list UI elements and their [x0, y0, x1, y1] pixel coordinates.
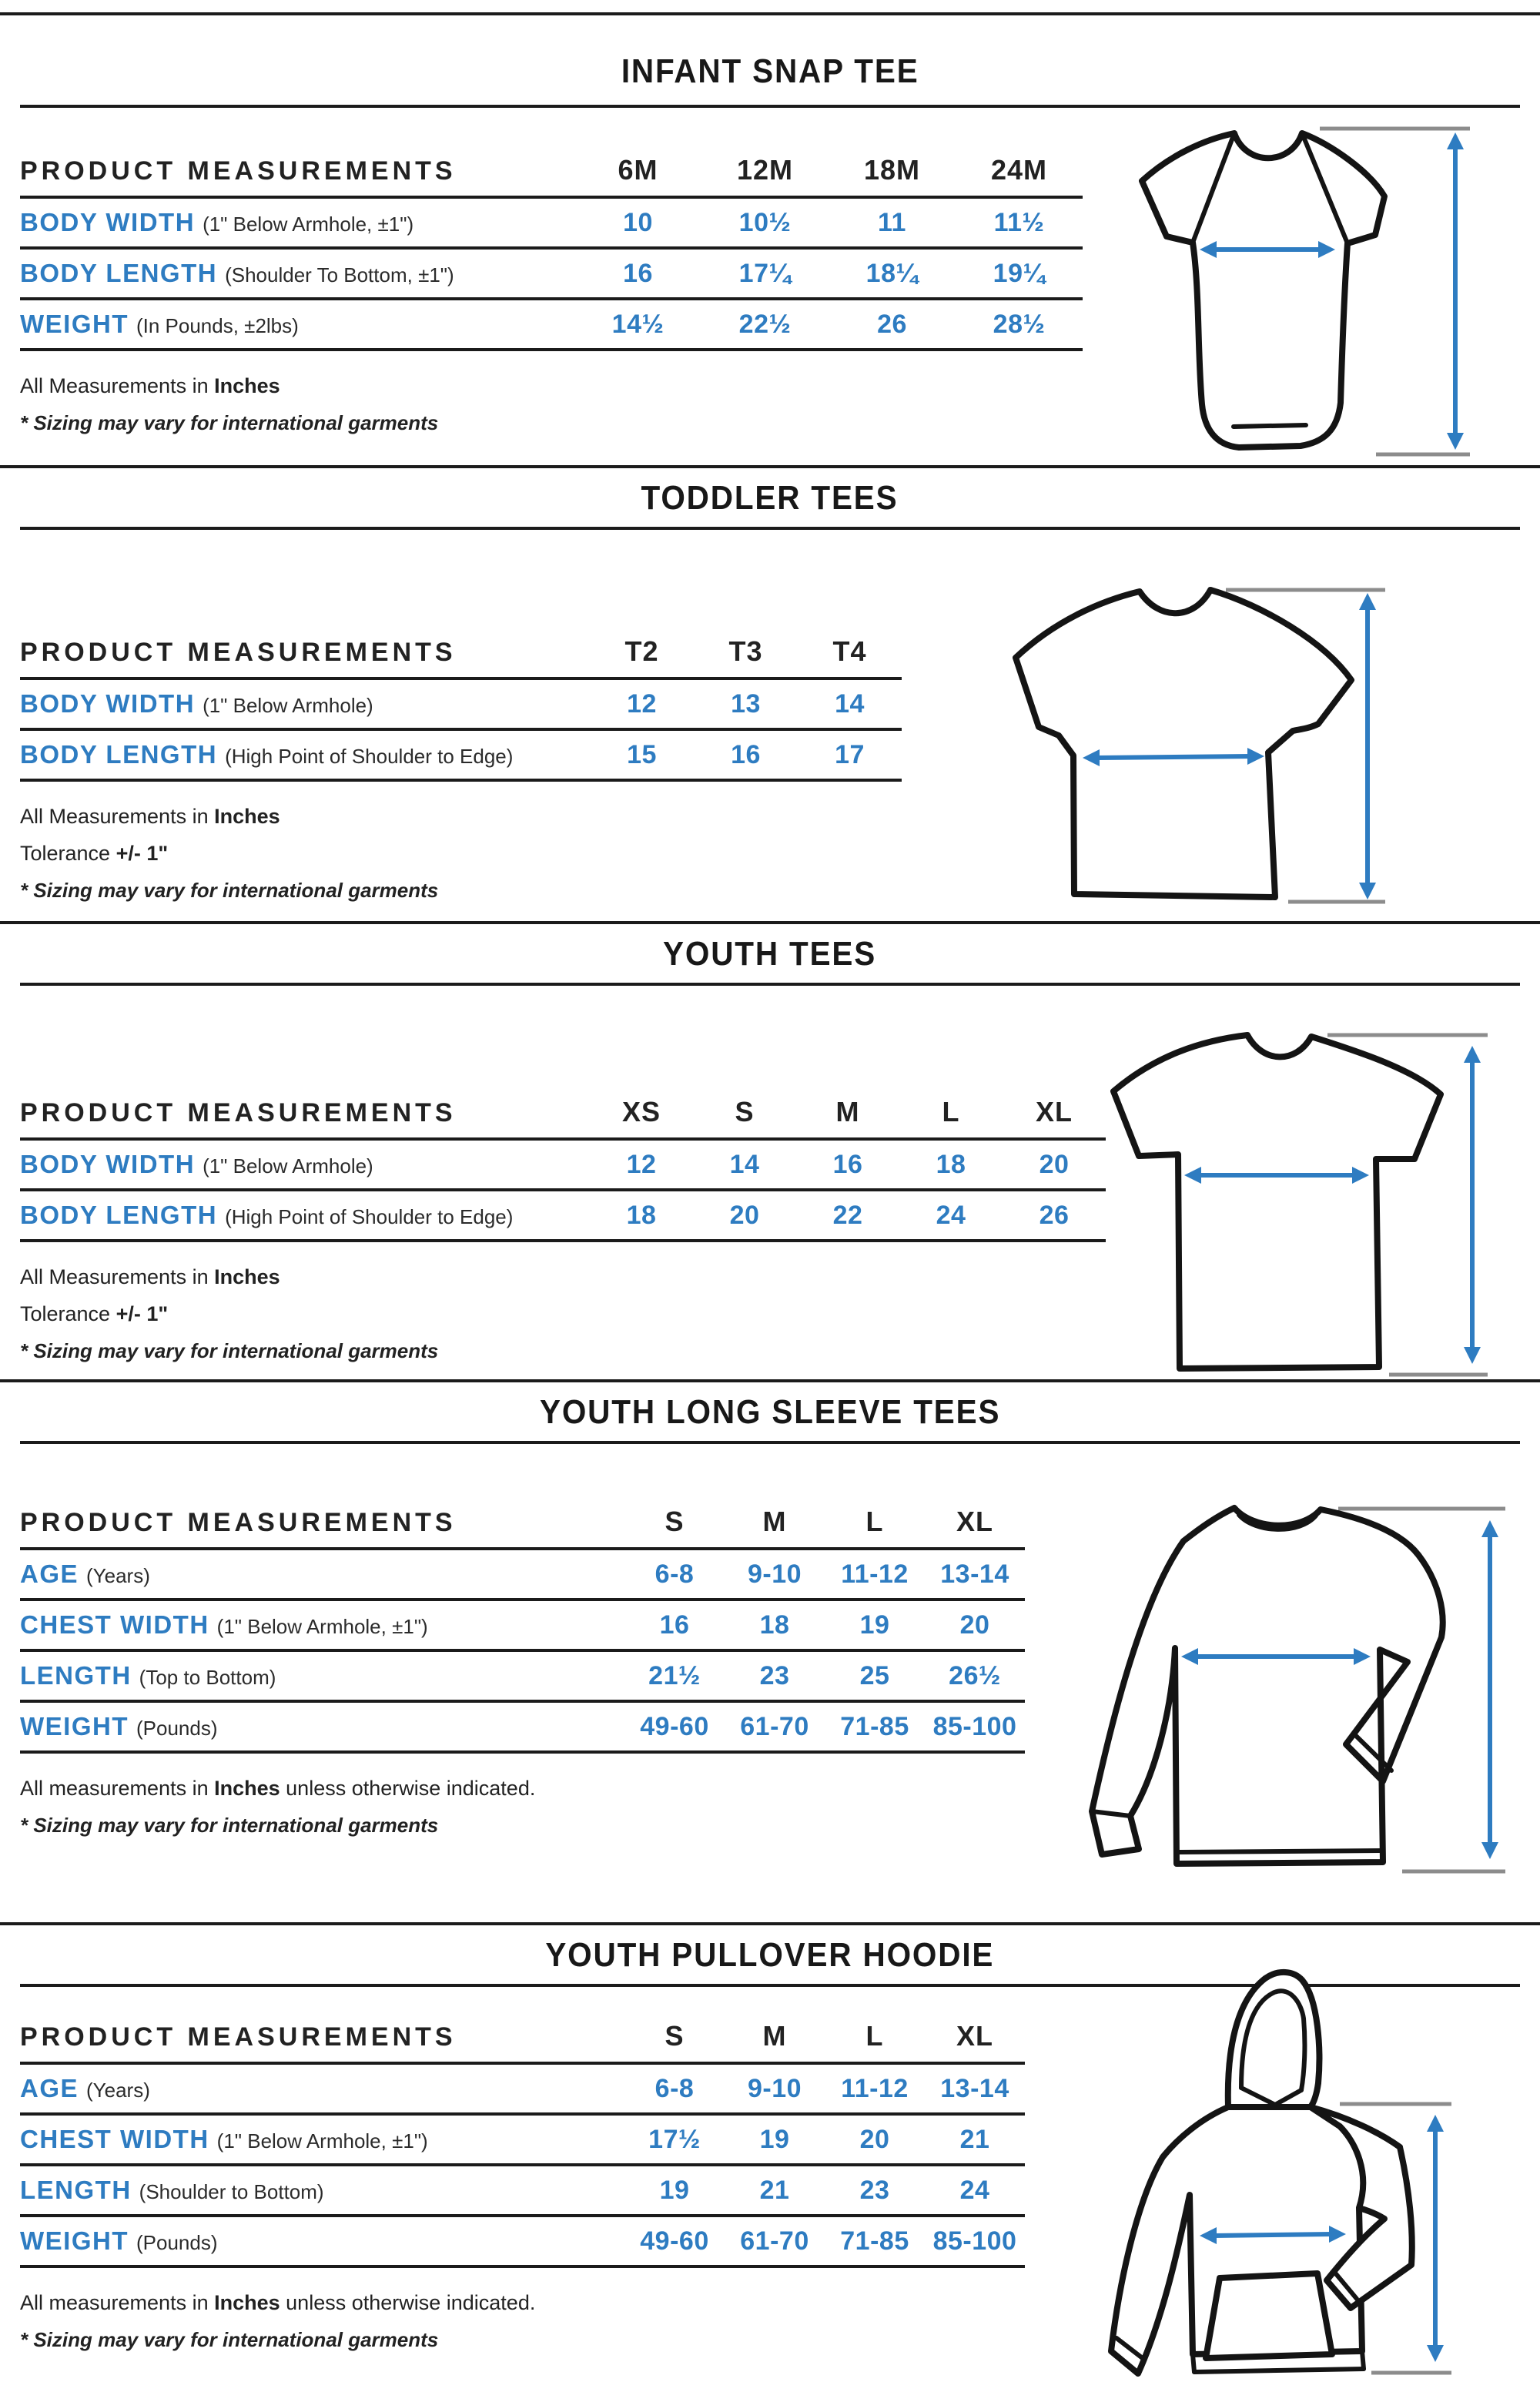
- section-body: [20, 108, 1520, 435]
- measurement-value: 16: [731, 739, 761, 769]
- measurement-value: 11½: [993, 207, 1045, 237]
- measurement-value: 11: [878, 207, 906, 237]
- row-note: (1" Below Armhole, ±1"): [216, 2129, 428, 2153]
- footnotes: [20, 805, 1520, 903]
- table-area: [20, 1987, 1520, 2352]
- table-header: PRODUCT MEASUREMENTS: [20, 1508, 457, 1537]
- footnote-measurements: All measurements in Inches unless otherwise indicated.: [20, 1777, 536, 1800]
- row-note: (1" Below Armhole, ±1"): [216, 1615, 428, 1638]
- row-note: (High Point of Shoulder to Edge): [225, 1205, 514, 1228]
- section-body: [20, 986, 1520, 1363]
- table-row: [20, 250, 1083, 300]
- measurement-value: 15: [627, 739, 657, 769]
- measurement-value: 6-8: [654, 2073, 695, 2103]
- size-header: 6M: [618, 154, 658, 186]
- table-row: [20, 680, 902, 731]
- section-title-text: INFANT SNAP TEE: [621, 52, 919, 90]
- measurement-value: 25: [859, 1660, 890, 1690]
- size-header: M: [835, 1096, 860, 1127]
- hem-inner-line: [1179, 1851, 1381, 1852]
- row-label: WEIGHT: [20, 1712, 129, 1740]
- table-header-row: [20, 154, 1083, 199]
- measurement-value: 61-70: [740, 2226, 809, 2256]
- footnote-sizing: * Sizing may vary for international garments: [20, 2328, 439, 2351]
- measurement-value: 20: [1039, 1149, 1070, 1179]
- section-title-text: TODDLER TEES: [641, 479, 899, 517]
- measurement-value: 18¼: [865, 258, 919, 288]
- measurement-value: 9-10: [747, 2073, 802, 2103]
- measurement-value: 12: [626, 1149, 657, 1179]
- table-row: [20, 2217, 1025, 2268]
- section-youth-long-sleeve-tees: [0, 1379, 1540, 1922]
- row-label: BODY WIDTH: [20, 1150, 196, 1178]
- size-header: XL: [956, 2020, 993, 2052]
- section-title: [20, 924, 1520, 983]
- measurement-value: 10½: [738, 207, 792, 237]
- section-title: [20, 1382, 1520, 1441]
- measurement-value: 24: [959, 2175, 990, 2205]
- measurement-value: 26: [1039, 1200, 1070, 1230]
- table-header-row: [20, 635, 902, 680]
- row-note: (Top to Bottom): [139, 1666, 276, 1689]
- table-row: [20, 731, 902, 782]
- row-label: AGE: [20, 2074, 79, 2102]
- section-youth-tees: [0, 921, 1540, 1379]
- measurement-value: 71-85: [840, 1711, 909, 1741]
- measurement-value: 49-60: [640, 1711, 709, 1741]
- table-header-row: [20, 1096, 1106, 1141]
- size-header: S: [665, 2020, 685, 2052]
- measurement-value: 19: [759, 2124, 790, 2154]
- measurement-value: 21½: [648, 1660, 701, 1690]
- measurement-value: 13-14: [940, 1559, 1009, 1589]
- measurement-value: 85-100: [932, 1711, 1017, 1741]
- row-note: (Shoulder To Bottom, ±1"): [225, 263, 454, 286]
- row-note: (Shoulder to Bottom): [139, 2180, 324, 2203]
- measurement-value: 85-100: [932, 2226, 1017, 2256]
- section-body: [20, 1987, 1520, 2352]
- size-header: M: [762, 1506, 787, 1537]
- measurement-value: 12: [627, 688, 657, 719]
- section-infant-snap-tee: [0, 12, 1540, 465]
- measurement-value: 24: [936, 1200, 966, 1230]
- measurement-value: 9-10: [747, 1559, 802, 1589]
- footnote-measurements: All measurements in Inches unless otherwise indicated.: [20, 2291, 536, 2314]
- footnote-tolerance: Tolerance +/- 1": [20, 842, 169, 865]
- measurement-value: 11-12: [841, 1559, 909, 1589]
- row-label: BODY LENGTH: [20, 1201, 218, 1229]
- table-header-row: [20, 1506, 1025, 1550]
- table-row: [20, 2065, 1025, 2116]
- size-header: L: [865, 2020, 884, 2052]
- row-label: CHEST WIDTH: [20, 1610, 209, 1639]
- measurement-value: 10: [623, 207, 653, 237]
- size-header: T3: [728, 635, 763, 667]
- row-note: (1" Below Armhole): [203, 694, 373, 717]
- measurement-value: 16: [659, 1610, 690, 1640]
- section-body: [20, 1444, 1520, 1838]
- table-row: [20, 1601, 1025, 1652]
- footnote-sizing: * Sizing may vary for international garments: [20, 879, 439, 902]
- section-title: [20, 468, 1520, 527]
- row-note: (Years): [86, 1564, 150, 1587]
- table-row: [20, 199, 1083, 250]
- row-label: WEIGHT: [20, 2226, 129, 2255]
- footnote-measurements: All Measurements in Inches: [20, 805, 280, 828]
- measurement-value: 18: [936, 1149, 966, 1179]
- measurement-value: 26: [877, 309, 907, 339]
- size-header: M: [762, 2020, 787, 2052]
- size-header: S: [665, 1506, 685, 1537]
- measurement-value: 20: [859, 2124, 890, 2154]
- size-header: XS: [621, 1096, 661, 1127]
- size-header: L: [865, 1506, 884, 1537]
- size-header: XL: [1035, 1096, 1073, 1127]
- footnotes: [20, 2291, 1520, 2352]
- measurement-value: 18: [626, 1200, 657, 1230]
- footnote-sizing: * Sizing may vary for international garments: [20, 411, 439, 434]
- measurement-value: 18: [759, 1610, 790, 1640]
- measurement-value: 26½: [949, 1660, 1001, 1690]
- section-toddler-tees: [0, 465, 1540, 921]
- table-area: [20, 530, 1520, 903]
- measurement-value: 21: [759, 2175, 790, 2205]
- size-header: T2: [624, 635, 659, 667]
- measurement-value: 13: [731, 688, 761, 719]
- measurement-value: 17½: [648, 2124, 701, 2154]
- measurement-value: 71-85: [840, 2226, 909, 2256]
- table-row: [20, 2116, 1025, 2166]
- section-title-text: YOUTH LONG SLEEVE TEES: [539, 1393, 1001, 1431]
- row-note: (In Pounds, ±2lbs): [136, 314, 299, 337]
- row-label: WEIGHT: [20, 310, 129, 338]
- measurement-value: 22: [832, 1200, 863, 1230]
- measurement-value: 13-14: [940, 2073, 1009, 2103]
- measurement-value: 28½: [993, 309, 1046, 339]
- row-label: BODY LENGTH: [20, 740, 218, 769]
- table-header: PRODUCT MEASUREMENTS: [20, 156, 457, 186]
- table-row: [20, 1141, 1106, 1191]
- measurement-value: 14½: [611, 309, 665, 339]
- size-header: 18M: [863, 154, 921, 186]
- table-header-row: [20, 2020, 1025, 2065]
- section-title-text: YOUTH PULLOVER HOODIE: [545, 1936, 995, 1974]
- table-area: [20, 986, 1520, 1363]
- measurement-value: 14: [729, 1149, 760, 1179]
- footnotes: [20, 1777, 1520, 1838]
- footnotes: [20, 1265, 1520, 1363]
- footnote-tolerance: Tolerance +/- 1": [20, 1302, 169, 1325]
- measurement-value: 49-60: [640, 2226, 709, 2256]
- table-header: PRODUCT MEASUREMENTS: [20, 638, 457, 667]
- measurement-value: 16: [832, 1149, 863, 1179]
- measurement-value: 11-12: [841, 2073, 909, 2103]
- measurement-value: 20: [729, 1200, 760, 1230]
- size-header: 24M: [990, 154, 1048, 186]
- measurement-value: 19: [859, 1610, 890, 1640]
- measurement-value: 16: [623, 258, 653, 288]
- measurement-value: 17¼: [738, 258, 792, 288]
- footnote-measurements: All Measurements in Inches: [20, 1265, 280, 1288]
- table-header: PRODUCT MEASUREMENTS: [20, 1098, 457, 1127]
- table-row: [20, 300, 1083, 351]
- table-area: [20, 108, 1520, 435]
- table-row: [20, 1652, 1025, 1703]
- row-note: (Pounds): [136, 1717, 218, 1740]
- section-title-text: YOUTH TEES: [663, 935, 877, 973]
- table-row: [20, 1703, 1025, 1754]
- measurement-value: 19¼: [993, 258, 1046, 288]
- measurement-value: 20: [959, 1610, 990, 1640]
- row-note: (1" Below Armhole): [203, 1154, 373, 1178]
- table-row: [20, 1550, 1025, 1601]
- section-body: [20, 530, 1520, 903]
- measurement-value: 14: [835, 688, 865, 719]
- row-note: (Pounds): [136, 2231, 218, 2254]
- row-label: CHEST WIDTH: [20, 2125, 209, 2153]
- footnote-sizing: * Sizing may vary for international garments: [20, 1339, 439, 1362]
- measurement-value: 19: [659, 2175, 690, 2205]
- row-label: BODY WIDTH: [20, 208, 196, 236]
- row-label: BODY WIDTH: [20, 689, 196, 718]
- row-note: (High Point of Shoulder to Edge): [225, 745, 514, 768]
- measurement-value: 21: [959, 2124, 990, 2154]
- size-header: T4: [832, 635, 867, 667]
- measurement-value: 22½: [738, 309, 792, 339]
- section-youth-pullover-hoodie: [0, 1922, 1540, 2374]
- measurement-value: 23: [759, 1660, 790, 1690]
- size-header: L: [942, 1096, 960, 1127]
- footnote-sizing: * Sizing may vary for international garments: [20, 1814, 439, 1837]
- row-label: AGE: [20, 1560, 79, 1588]
- row-label: LENGTH: [20, 2176, 132, 2204]
- table-header: PRODUCT MEASUREMENTS: [20, 2022, 457, 2052]
- footnotes: [20, 374, 1520, 435]
- table-row: [20, 2166, 1025, 2217]
- measurement-value: 23: [859, 2175, 890, 2205]
- measurement-value: 17: [835, 739, 865, 769]
- row-note: (1" Below Armhole, ±1"): [203, 213, 414, 236]
- table-area: [20, 1444, 1520, 1838]
- row-label: BODY LENGTH: [20, 259, 218, 287]
- measurement-value: 6-8: [654, 1559, 695, 1589]
- table-row: [20, 1191, 1106, 1242]
- measurement-value: 61-70: [740, 1711, 809, 1741]
- row-note: (Years): [86, 2079, 150, 2102]
- size-header: 12M: [736, 154, 794, 186]
- footnote-measurements: All Measurements in Inches: [20, 374, 280, 397]
- size-header: XL: [956, 1506, 993, 1537]
- row-label: LENGTH: [20, 1661, 132, 1690]
- size-header: S: [735, 1096, 755, 1127]
